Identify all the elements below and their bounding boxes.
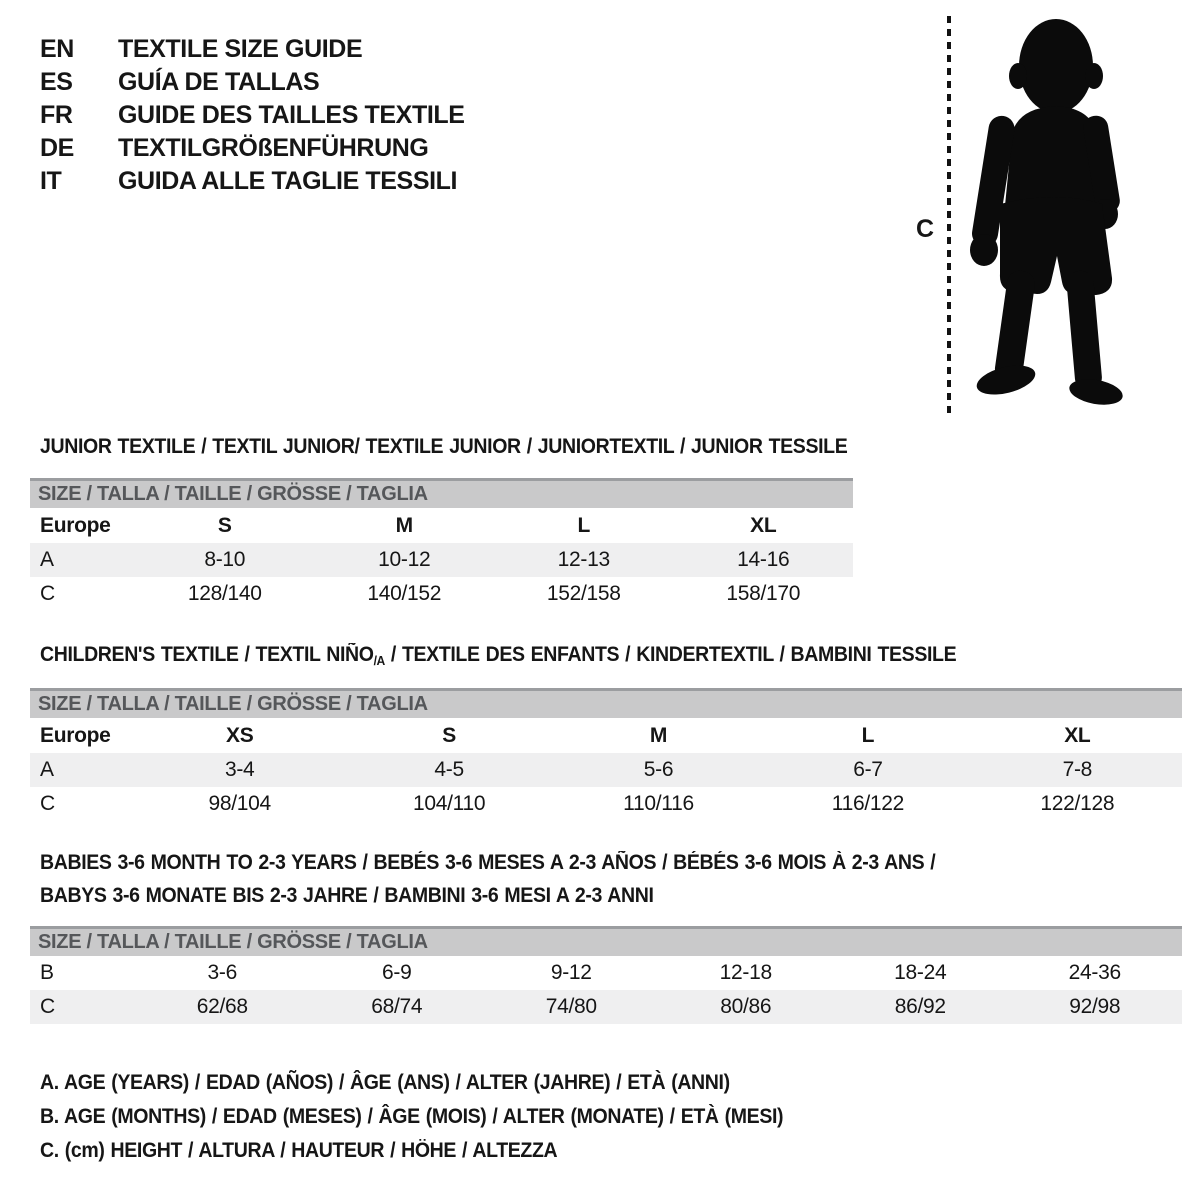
cell: 152/158 [546, 582, 621, 605]
language-code: DE [40, 134, 74, 162]
junior-age-row [30, 543, 853, 577]
row-label: C [40, 792, 55, 815]
col-header: S [442, 723, 456, 747]
cell: 74/80 [545, 995, 597, 1018]
cell: 3-6 [207, 961, 237, 984]
language-title-list [40, 33, 465, 198]
cell: 10-12 [378, 548, 431, 571]
row-label: C [40, 582, 55, 605]
row-label: B [40, 961, 54, 984]
col-header: L [861, 723, 875, 747]
cell: 18-24 [894, 961, 947, 984]
junior-size-bar: SIZE / TALLA / TAILLE / GRÖSSE / TAGLIA [30, 478, 853, 508]
cell: 140/152 [367, 582, 442, 605]
language-code: EN [40, 35, 74, 63]
cell: 86/92 [894, 995, 946, 1018]
cell: 110/116 [623, 792, 694, 815]
cell: 92/98 [1069, 995, 1121, 1018]
col-header: XL [750, 513, 777, 537]
language-code: IT [40, 167, 62, 195]
babies-size-table [30, 926, 1182, 1024]
guide-title-it: GUIDA ALLE TAGLIE TESSILI [118, 167, 458, 195]
guide-title-de: TEXTILGRÖßENFÜHRUNG [118, 134, 429, 162]
cell: 80/86 [720, 995, 772, 1018]
language-row-de [40, 132, 465, 165]
toddler-silhouette-icon [966, 16, 1134, 418]
region-label: Europe [40, 513, 111, 537]
cell: 104/110 [412, 792, 486, 815]
children-title-sub: /A [373, 653, 385, 668]
cell: 158/170 [726, 582, 801, 605]
col-header: S [217, 513, 232, 537]
junior-size-table [30, 478, 853, 611]
cell: 62/68 [196, 995, 248, 1018]
babies-section-title-line2: BABYS 3-6 MONATE BIS 2-3 JAHRE / BAMBINI 3-6 MESI A 2-3 ANNI [40, 884, 654, 907]
junior-header-row [30, 508, 853, 543]
junior-section-title: JUNIOR TEXTILE / TEXTIL JUNIOR/ TEXTILE JUNIOR / JUNIORTEXTIL / JUNIOR TESSILE [40, 435, 848, 458]
junior-height-row [30, 577, 853, 611]
height-dashed-line [947, 16, 951, 416]
cell: 98/104 [208, 792, 271, 815]
children-section-title [40, 643, 956, 667]
children-title-pre: CHILDREN'S TEXTILE / TEXTIL NIÑO [40, 643, 374, 666]
cell: 7-8 [1062, 758, 1093, 781]
guide-title-fr: GUIDE DES TAILLES TEXTILE [118, 101, 465, 129]
cell: 6-7 [853, 758, 883, 781]
children-age-row [30, 753, 1182, 787]
row-label: A [40, 548, 54, 571]
cell: 4-5 [434, 758, 464, 781]
babies-size-bar: SIZE / TALLA / TAILLE / GRÖSSE / TAGLIA [30, 926, 1182, 956]
legend-block [40, 1066, 839, 1168]
children-size-table [30, 688, 1182, 821]
legend-height-cm: C. (cm) HEIGHT / ALTURA / HAUTEUR / HÖHE / ALTEZZA [40, 1139, 558, 1162]
guide-title-es: GUÍA DE TALLAS [118, 68, 320, 96]
babies-height-row [30, 990, 1182, 1024]
language-code: FR [40, 101, 73, 129]
children-height-row [30, 787, 1182, 821]
guide-title-en: TEXTILE SIZE GUIDE [118, 35, 363, 63]
language-code: ES [40, 68, 73, 96]
cell: 116/122 [831, 792, 905, 815]
legend-age-years: A. AGE (YEARS) / EDAD (AÑOS) / ÂGE (ANS) / ALTER (JAHRE) / ETÀ (ANNI) [40, 1071, 730, 1094]
cell: 6-9 [382, 961, 412, 984]
row-label: C [40, 995, 55, 1018]
language-row-it [40, 165, 465, 198]
cell: 5-6 [643, 758, 674, 781]
height-measure-label: C [916, 215, 935, 243]
cell: 14-16 [737, 548, 790, 571]
col-header: XL [1064, 723, 1091, 747]
region-label: Europe [40, 723, 111, 747]
babies-section-title-line1: BABIES 3-6 MONTH TO 2-3 YEARS / BEBÉS 3-6 MESES A 2-3 AÑOS / BÉBÉS 3-6 MOIS À 2-3 ANS / [40, 851, 936, 874]
children-size-bar: SIZE / TALLA / TAILLE / GRÖSSE / TAGLIA [30, 688, 1182, 718]
children-title-post: / TEXTILE DES ENFANTS / KINDERTEXTIL / BAMBINI TESSILE [384, 643, 957, 666]
cell: 24-36 [1068, 961, 1121, 984]
cell: 12-18 [719, 961, 772, 984]
children-header-row [30, 718, 1182, 753]
col-header: M [649, 723, 668, 747]
row-label: A [40, 758, 54, 781]
legend-age-months: B. AGE (MONTHS) / EDAD (MESES) / ÂGE (MOIS) / ALTER (MONATE) / ETÀ (MESI) [40, 1105, 784, 1128]
cell: 8-10 [204, 548, 246, 571]
col-header: XS [225, 723, 254, 747]
cell: 3-4 [224, 758, 255, 781]
col-header: L [577, 513, 591, 537]
cell: 12-13 [557, 548, 610, 571]
cell: 122/128 [1040, 792, 1115, 815]
language-row-fr [40, 99, 465, 132]
col-header: M [395, 513, 413, 537]
cell: 128/140 [187, 582, 262, 605]
language-row-en [40, 33, 465, 66]
cell: 68/74 [371, 995, 423, 1018]
cell: 9-12 [550, 961, 592, 984]
babies-months-row [30, 956, 1182, 990]
language-row-es [40, 66, 465, 99]
